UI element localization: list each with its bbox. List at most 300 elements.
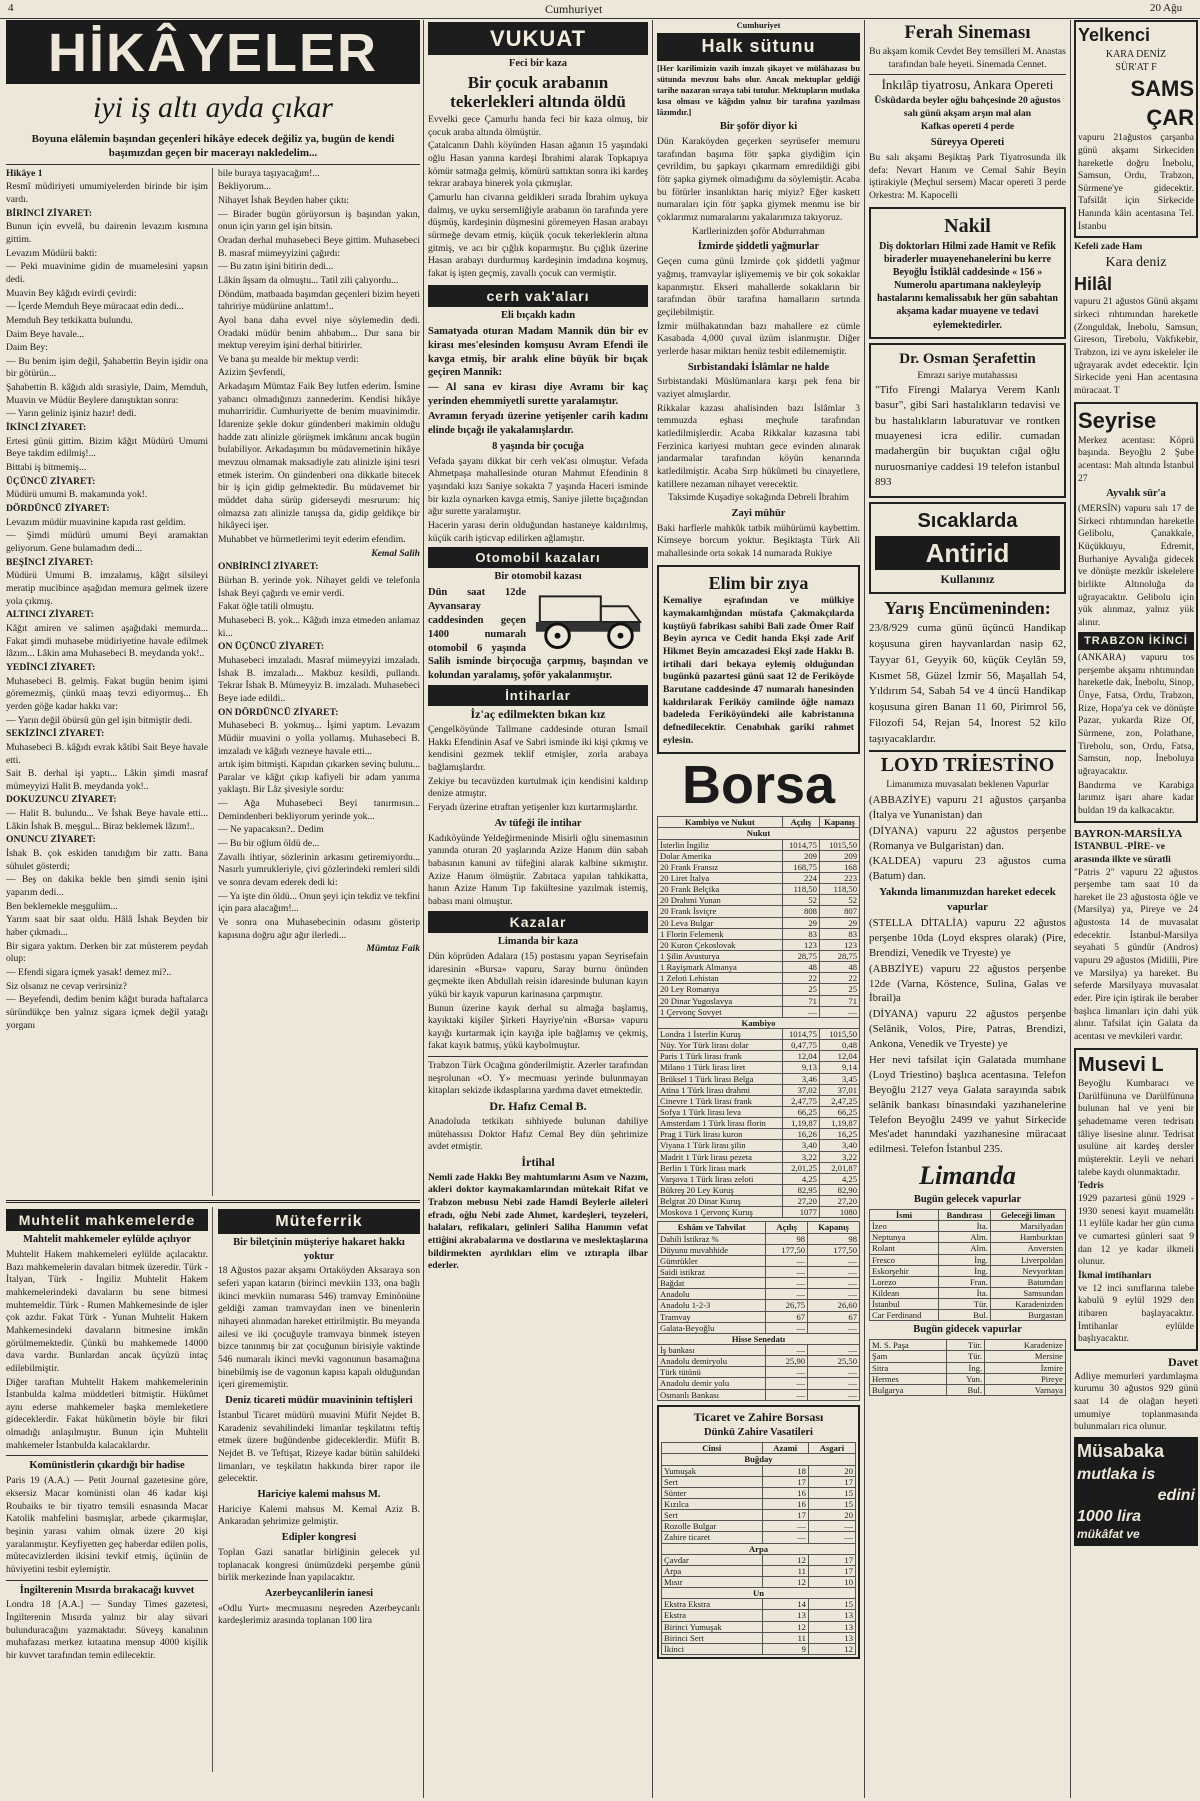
borsa-row xyxy=(658,973,860,984)
table-cell: 20 Drahmi Yunan xyxy=(658,895,783,906)
musabaka: Müsabaka xyxy=(1077,1440,1165,1461)
osman-title: Dr. Osman Şerafettin xyxy=(899,350,1036,367)
deniz-title: Deniz ticareti müdür muavininin teftişleri xyxy=(225,1395,413,1407)
borsa-row xyxy=(658,928,860,939)
table-cell: 98 xyxy=(808,1233,860,1244)
muhtelit-section xyxy=(6,1207,208,1772)
table-cell: Birinci Yumuşak xyxy=(662,1621,763,1632)
table-cell: Belgrat 20 Dinar Kuruş xyxy=(658,1196,783,1207)
cerh2-title: 8 yaşında bir çocuğa xyxy=(492,440,584,452)
vukuat-sub: Feci bir kaza xyxy=(508,58,568,70)
table-cell: Anadolu demiryolu xyxy=(658,1356,766,1367)
table-cell: — xyxy=(766,1289,808,1300)
zahire-row xyxy=(662,1599,856,1610)
zahire-row xyxy=(662,1465,856,1476)
arriving-row xyxy=(870,1265,1066,1276)
osman-box xyxy=(869,343,1066,498)
muhtelit-headline: Mahtelit mahkemeler eylülde açılıyor xyxy=(22,1234,192,1246)
hikaye-paragraph: — Birader bugün görüyorsun iş başından yakın, onun için yarın gel işin bitsin. xyxy=(218,208,420,233)
borsa-row xyxy=(658,1207,860,1218)
table-cell: 17 xyxy=(762,1510,808,1521)
hikaye-paragraph: Kemal Salih xyxy=(371,547,420,559)
irtihal-body: Nemli zade Hakkı Bey mahtumlarını Asım ve Nazım, akleri doktor kaymakamlarından mütekait Rifat ve Trabzon mebusu Nebi zade Hamdi Beylerle aileleri efradı, oğlu Nebi zade Ahmet, kardeşleri, teyzeleri, halaları, refikaları, gelinleri Saliha Hanımın vefat ettiğini akrabalarına ve dostlarına ve meslektaşlarına bildirmekten ayrılıkları elim ve ıztırapla ilbar ederler. xyxy=(428,1171,648,1272)
arriving-header-name: İsmi xyxy=(870,1210,939,1221)
borsa-title: Borsa xyxy=(681,755,836,816)
hikaye-paragraph: ONBİRİNCİ ZİYARET: xyxy=(218,561,319,573)
lloyd-paragraph: (ABBAZİYE) vapuru 21 ağustos çarşanba (İtalya ve Yunanistan) dan xyxy=(869,793,1066,821)
yelkenci-title: Yelkenci xyxy=(1078,25,1151,45)
table-cell: Sitra xyxy=(870,1362,947,1373)
table-cell: 223 xyxy=(819,873,859,884)
hikaye-paragraph: Döndüm, matbaada başımdan geçenleri bizim heyeti tahririye müdürüne anlattım!.. xyxy=(218,288,420,313)
table-cell: Sert xyxy=(662,1476,763,1487)
table-cell: 13 xyxy=(808,1621,855,1632)
borsa-row xyxy=(658,1129,860,1140)
hikaye-paragraph: ALTINCI ZİYARET: xyxy=(6,609,94,621)
arriving-row xyxy=(870,1221,1066,1232)
table-cell: 4,25 xyxy=(819,1173,859,1184)
halk-section xyxy=(657,20,860,1798)
lloyd-title: LOYD TRİESTİNO xyxy=(869,750,1066,777)
hikaye-column-2 xyxy=(218,168,420,1196)
sirbistan-title: Sırbistandaki İslâmlar ne halde xyxy=(687,361,830,373)
table-cell: 71 xyxy=(819,995,859,1006)
zayi-title: Zayi mühür xyxy=(731,507,786,519)
table-cell: 118,50 xyxy=(819,884,859,895)
table-cell: Zahire ticaret xyxy=(662,1532,763,1543)
borsa-row xyxy=(658,1140,860,1151)
table-cell: 17 xyxy=(762,1476,808,1487)
kara-deniz: KARA DENİZ xyxy=(1105,48,1167,60)
borsa-row xyxy=(658,1040,860,1051)
komunist-title: Komünistlerin çıkardığı bir hadise xyxy=(29,1460,185,1472)
table-cell: 20 Dinar Yugoslavya xyxy=(658,995,783,1006)
muteferrik-title: Müteferrik xyxy=(218,1209,420,1234)
borsa-header-close: Kapanış xyxy=(819,817,859,828)
mukafat: mükâfat ve xyxy=(1077,1527,1140,1542)
lloyd-paragraph: (STELLA DİTALİA) vapuru 22 ağustos perşenbe 10da (Loyd ekspres olarak) (Pire, Brendizi, Venedik ve Tryeste) ye xyxy=(869,917,1066,959)
hikaye-banner: HİKÂYELER xyxy=(6,20,420,84)
table-cell: 25 xyxy=(819,984,859,995)
table-cell: 27,20 xyxy=(819,1196,859,1207)
muteferrik-body: 18 Ağustos pazar akşamı Ortaköyden Aksaraya son seferi yapan katarın (birinci mevkiin 133, ona bağlı ikinci mevkiin numarası 546) tramvay Eminönüne geldiği zaman tramvaydan inen ve binenlerin nihayeti alınmadan hareket ettirilmiştir. Bu meyanda ailesi ve iki çocuğuyle tramvaya binmek isteyen bizce tanınmış bir zat çocuğunun birisiyle vaktinde 546 numaralı ikinci mevki vagonunun basamağına binebilmiş ise de vagonun kapısı kapalı olduğundan içeri girememiştir. xyxy=(218,1265,420,1391)
table-cell: 29 xyxy=(819,917,859,928)
table-cell: 4,25 xyxy=(782,1173,819,1184)
table-cell: 48 xyxy=(819,962,859,973)
trabzon-ikinci: TRABZON İKİNCİ xyxy=(1078,632,1194,651)
cerh-body: Samatyada oturan Madam Mannik dün bir ev kirası mes'elesinden komşusu Avram Efendi ile kavga etmiş, bir aralık eline büyük bir bıçak geçiren Mannik: xyxy=(428,325,648,379)
arriving-row xyxy=(870,1310,1066,1321)
zahire-title: Ticaret ve Zahire Borsası xyxy=(693,1409,824,1424)
table-cell: 16,26 xyxy=(782,1129,819,1140)
vukuat-body: Evvelki gece Çamurlu handa feci bir kaza olmuş, bir çocuk araba altında ölmüştür. xyxy=(428,113,648,138)
table-cell: 20 Leva Bulgar xyxy=(658,917,783,928)
table-cell: Mersine xyxy=(985,1351,1066,1362)
table-cell: Neptunya xyxy=(870,1232,939,1243)
zahire-row xyxy=(662,1577,856,1588)
table-cell: Prag 1 Türk lirası kuron xyxy=(658,1129,783,1140)
antirid-name: Antirid xyxy=(875,536,1060,570)
table-cell: — xyxy=(808,1367,860,1378)
table-section-label: Un xyxy=(662,1588,856,1599)
yelkenci-body: vapuru 21ağustos çarşanba günü akşamı Sirkeciden hareketle doğru İnebolu, Samsun, Ordu, Trabzon, Sürmene'ye gidecektir. Tafsilât için Sirkecide Hanında kâin acentasına Tel. İstanbu xyxy=(1078,132,1194,232)
table-cell: 12,04 xyxy=(782,1051,819,1062)
table-cell: 177,50 xyxy=(766,1244,808,1255)
table-cell: — xyxy=(808,1378,860,1389)
intihar-sub-2: Av tüfeği ile intihar xyxy=(494,817,582,829)
borsa-row xyxy=(658,839,860,850)
departing-row xyxy=(870,1373,1066,1384)
arriving-table xyxy=(869,1209,1066,1321)
hikaye-paragraph: Bunun için evvelâ, bu dairenin levazım kısmına gittim. xyxy=(6,221,208,245)
table-cell: 12 xyxy=(762,1554,808,1565)
table-cell: Hermes xyxy=(870,1373,947,1384)
table-cell: Bul. xyxy=(939,1310,991,1321)
table-cell: 168,75 xyxy=(782,861,819,872)
table-cell: Madrit 1 Türk lirası pezeta xyxy=(658,1151,783,1162)
table-cell: Kızılca xyxy=(662,1499,763,1510)
borsa-row xyxy=(658,1173,860,1184)
table-cell: 3,40 xyxy=(819,1140,859,1151)
table-cell: Türk tütünü xyxy=(658,1367,766,1378)
muhtelit-title: Muhtelit mahkemelerde xyxy=(6,1209,208,1231)
halk-banner-left: Cumhuriyet xyxy=(736,21,781,30)
table-cell: Nevyorktan xyxy=(990,1265,1065,1276)
departing-row xyxy=(870,1340,1066,1351)
borsa-row xyxy=(658,1196,860,1207)
hikaye-paragraph: Mümtaz Faik xyxy=(366,943,420,955)
hikaye-paragraph: Muhasebeci B. gelmiş. Fakat bugün benim işimi göremezmiş, çünkü maaş tevzi ediyormuş... Eh yerden göğe kadar hakkı var: xyxy=(6,675,208,712)
table-cell: Alm. xyxy=(939,1243,991,1254)
hikaye-paragraph: Bir sigara yaktım. Derken bir zat müsterem peydah olup: xyxy=(6,940,208,965)
antirid-top: Sıcaklarda xyxy=(917,509,1018,532)
arriving-row xyxy=(870,1276,1066,1287)
hikaye-paragraph: Sait B. derhal işi yaptı... Lâkin şimdi masraf mümeyyizi Halit B. meydanda yok!.. xyxy=(6,768,208,792)
table-cell: Batumdan xyxy=(990,1276,1065,1287)
table-cell: Yun. xyxy=(946,1373,985,1384)
table-cell: 1 Şilin Avusturya xyxy=(658,951,783,962)
izmir-body: Geçen cuma günü İzmirde çok şiddetli yağmur yağmış, tramvaylar işliyememiş ve bir çok sokaklar kapanmıştır. Ekseri mahallerde sokakların bir tarafından öbür tarafına hamalların sırtında geçilebilmiştir. xyxy=(657,256,860,318)
ingiliz-title: İngilterenin Mısırda bırakacağı kuvvet xyxy=(19,1584,195,1596)
table-cell: 17 xyxy=(808,1554,855,1565)
column-rule xyxy=(652,20,653,1798)
hikaye-paragraph: — Ya işte din öldü... Onun şeyi için tekdiz ve tekfini için para alacağım!... xyxy=(218,890,420,915)
table-cell: Milano 1 Türk lirası liret xyxy=(658,1062,783,1073)
table-cell: Londra 1 İsterlin Kuruş xyxy=(658,1029,783,1040)
hikaye-paragraph: Muavin Bey kâğıdı evirdi çevirdi: xyxy=(6,287,137,299)
borsa-row xyxy=(658,1151,860,1162)
hikaye-paragraph: Ertesi günü gittim. Bizim kâğıt Müdürü Umumi Beye takdim edilmiş!... xyxy=(6,435,208,460)
table-cell: İkinci xyxy=(662,1643,763,1654)
hilal: Hilâl xyxy=(1074,273,1113,294)
zahire-sub: Dünkü Zahire Vasatileri xyxy=(704,1427,813,1439)
vukuat-body-3: Çamurlu han civarına geldikleri sırada İbrahim uykuya dalmış, ve uyku sersemliğiyle arabanın ön tarafında yere düşmüş, kardeşinin düşmesini göremeyen Hasan arabayı sürmeğe devam etmiş, küçük çocuk tekerleklerin altına gitmiş, ve acı bir çığlık koparmıştır. Bu çığlık üzerine Hasan arabayı durdurmuş kardeşinin imdadına koşmuş, fakat iş işten geçmiş, zavallı çocuk can vermiştir. xyxy=(428,191,648,279)
borsa-row xyxy=(658,1118,860,1129)
departing-row xyxy=(870,1362,1066,1373)
davet: Davet xyxy=(1168,1354,1198,1369)
borsa-row xyxy=(658,1095,860,1106)
hikaye-intro: Boyuna elâlemin başından geçenleri hikâye edecek değiliz ya, bugün de kendi başımızdan geçen bir macerayı nakledelim... xyxy=(31,132,395,160)
table-cell: 98 xyxy=(766,1233,808,1244)
table-cell: Rozolle Bulgar xyxy=(662,1521,763,1532)
hikaye-paragraph: Muhasebeci B. yok... Kâğıdı imza etmeden anlamaz ki... xyxy=(218,614,420,639)
table-cell: Tür. xyxy=(946,1340,985,1351)
table-cell: 20 xyxy=(808,1510,855,1521)
table-cell: 1014,75 xyxy=(782,839,819,850)
table-cell: 11 xyxy=(762,1565,808,1576)
osman-sub: Emrazı sariye mutahassısı xyxy=(917,370,1018,382)
table-cell: 20 Frank İsviçre xyxy=(658,906,783,917)
table-cell: 1080 xyxy=(819,1207,859,1218)
zayi-body: Baki harflerle mahkûk tatbik mühürümü kaybettim. Kimseye borcum yoktur. Beşiktaşta Türk Ali mahallesinde orta sokak 14 numarada Rukiye xyxy=(657,522,860,560)
cerh2-body-2: Hacerin yarası derin olduğundan hastaneye kaldırılmış, küçük carih işticvap edilirken ağlamıştır. xyxy=(428,519,648,544)
table-cell: 12 xyxy=(808,1643,855,1654)
table-cell: 66,25 xyxy=(819,1107,859,1118)
sureyya-body: Bu salı akşamı Beşiktaş Park Tiyatrosunda ilk defa: Nevart Hanım ve Cemal Sahir Beyin iştirakiyle (Meçhul sersem) Macar opereti 3 perde Orkestra: M. Kapocelli xyxy=(869,151,1066,201)
esham-header-close: Kapanış xyxy=(808,1222,860,1233)
yelkenci-ad xyxy=(1074,20,1198,238)
table-cell: Sert xyxy=(662,1510,763,1521)
hikaye-paragraph: Ve bana şu mealde bir mektup verdi: xyxy=(218,353,359,365)
table-cell: Birinci Sert xyxy=(662,1632,763,1643)
table-cell: Alm. xyxy=(939,1232,991,1243)
ads-section xyxy=(869,20,1066,1798)
cerh-body-3: Avramın feryadı üzerine yetişenler carih kadını elinde bıçağı ile yakalamışlardır. xyxy=(428,411,648,436)
table-cell: 808 xyxy=(782,906,819,917)
table-cell: 12 xyxy=(762,1621,808,1632)
table-cell: Lorezo xyxy=(870,1276,939,1287)
table-cell: — xyxy=(766,1367,808,1378)
table-cell: — xyxy=(808,1255,860,1266)
irtihal-title: İrtihal xyxy=(521,1154,555,1169)
hikaye-paragraph: ÜÇÜNCÜ ZİYARET: xyxy=(6,475,96,487)
table-cell: 177,50 xyxy=(808,1244,860,1255)
table-cell: 9 xyxy=(762,1643,808,1654)
bin-lira: 1000 lira xyxy=(1077,1507,1142,1525)
sinema-title: Ferah Sineması xyxy=(904,22,1031,43)
table-cell: Şam xyxy=(870,1351,947,1362)
esham-row xyxy=(658,1311,860,1322)
hikaye-paragraph: SEKİZİNCİ ZİYARET: xyxy=(6,728,105,740)
table-cell: 37,01 xyxy=(819,1084,859,1095)
antirid-ad xyxy=(869,502,1066,595)
table-cell: — xyxy=(762,1521,808,1532)
table-cell: 22 xyxy=(819,973,859,984)
hikaye-paragraph: Kâğıt amiren ve salimen aşağıdaki memurda... Fakat şimdi muhasebe müdiriyetine havale edilmek lâzım... Lâkin ama Muhasebeci B. meydanda yok!.. xyxy=(6,622,208,660)
cerh-body-2: — Al sana ev kirası diye Avramı bir kaç yerinden ehemmiyetli surette yaralamıştır. xyxy=(428,382,648,408)
zahire-row xyxy=(662,1510,856,1521)
table-cell: — xyxy=(782,1006,819,1017)
kefeli: Kefeli zade Ham xyxy=(1074,241,1143,253)
otomobil-title: Otomobil kazaları xyxy=(428,547,648,568)
sofor-sign: Karllerinizden şoför Abdurrahman xyxy=(692,225,825,237)
table-cell: Rolant xyxy=(870,1243,939,1254)
table-cell: Moskova 1 Çervonç Kuruş xyxy=(658,1207,783,1218)
table-cell: — xyxy=(766,1266,808,1277)
otomobil-sub: Bir otomobil kazası xyxy=(494,571,582,583)
table-cell: Ekstra xyxy=(662,1610,763,1621)
table-cell: 52 xyxy=(819,895,859,906)
borsa-row xyxy=(658,884,860,895)
borsa-row xyxy=(658,939,860,950)
hikaye-paragraph: Müdürü umumi B. makamında yok!. xyxy=(6,489,148,501)
muteferrik-headline: Bir biletçinin müşteriye hakaret hakkı yoktur xyxy=(233,1236,405,1262)
table-cell: 0,48 xyxy=(819,1040,859,1051)
hariciye-title: Hariciye kalemi mahsus M. xyxy=(257,1488,381,1500)
zahire-header-max: Azami xyxy=(762,1443,808,1454)
table-cell: 2,01,87 xyxy=(819,1162,859,1173)
borsa-header-name: Kambiyo ve Nukut xyxy=(658,817,783,828)
table-cell: Bağdat xyxy=(658,1278,766,1289)
mutlaka: mutlaka is xyxy=(1077,1465,1156,1483)
lloyd-paragraph: (DİYANA) vapuru 22 ağustos perşenbe (Romanya ve Bulgaristan) dan. xyxy=(869,824,1066,852)
hikaye-paragraph: BİRİNCİ ZİYARET: xyxy=(6,207,93,219)
muhtelit-body-2: Diğer taraftan Muhtelit Hakem mahkemelerinin İstanbulda kalma müddetleri bitmiştir. Hükûmet aynı ederse mahkemeler başka memleketlere gideceklerdir. Fakat hükûmetin böyle bir fikri olmadığı anlaşılmıştır. Bunun için Muhtelit mahkemeler İstanbulda kalacaklardır. xyxy=(6,1376,208,1451)
hikaye-paragraph: Nihayet İshak Beyden haber çıktı: xyxy=(218,194,350,206)
table-cell: Sünter xyxy=(662,1487,763,1498)
esham-row xyxy=(658,1233,860,1244)
table-cell: — xyxy=(766,1344,808,1355)
departing-row xyxy=(870,1351,1066,1362)
arriving-row xyxy=(870,1254,1066,1265)
otomobil-body: Dün saat 12de Ayvansaray caddesinden geçen 1400 numaralı otomobil 6 yaşında Salih isminde birçocuğa çarpmış, başından ve kolundan yaralamış, şoför yakalanmıştır. xyxy=(428,587,648,682)
table-cell: 1015,50 xyxy=(819,839,859,850)
shipping-ads-section xyxy=(1074,20,1198,1798)
zahire-row xyxy=(662,1643,856,1654)
table-cell: Kildean xyxy=(870,1287,939,1298)
departing-title: Bugün gidecek vapurlar xyxy=(913,1324,1022,1336)
zahire-row xyxy=(662,1521,856,1532)
arriving-row xyxy=(870,1287,1066,1298)
esham-header-open: Açılış xyxy=(766,1222,808,1233)
page-date: 20 Ağu xyxy=(1150,2,1183,14)
ingiliz-body: Londra 18 [A.A.] — Sunday Times gazetesi, İngilterenin Mısırda yalnız bir alay süvari bulunduracağını yazmaktadır. Süveyş kanalının muhafazası merkez kıtaatına mensup 4000 kişilik bir kuvvet tarafından temin edilecektir. xyxy=(6,1599,208,1662)
elim-title: Elim bir zıya xyxy=(708,572,809,593)
table-cell: 10 xyxy=(808,1577,855,1588)
hikaye-paragraph: Zavallı ihtiyar, sözlerinin arkasını getiremiyordu... Nasırlı yumrukleriyle, çivi gözlerindeki remleri sildi ve sonra devam ederek dedi ki: xyxy=(218,851,420,889)
car: ÇAR xyxy=(1146,105,1194,131)
davet-body: Adliye memurleri yardımlaşma kurumu 30 ağustos 929 günü saat 14 de olağan heyeti umumiye toplanmasında bulunmaları rica olunur. xyxy=(1074,1370,1198,1433)
table-section-label: Arpa xyxy=(662,1543,856,1554)
table-cell: Karadenize xyxy=(985,1340,1066,1351)
musevi-body: Beyoğlu Kumbaracı ve Darülfünuna ve Darülfünuna bulunan hal ve yeni bir şehadetname veren tedrisatı tâliye lisesine alınır. Tedrisat usulüne ait kardeş dersler müşterektir. Leyli ve nehari talebe kaydı olunmaktadır. xyxy=(1078,1078,1194,1178)
table-cell: 1 Rayişmark Almanya xyxy=(658,962,783,973)
hikaye-paragraph: — Peki muavinime gidin de muamelesini yapsın dedi. xyxy=(6,261,208,285)
hikaye-paragraph: İKİNCİ ZİYARET: xyxy=(6,422,87,434)
table-cell: 3,46 xyxy=(782,1073,819,1084)
table-cell: 1014,75 xyxy=(782,1029,819,1040)
table-cell: Mısır xyxy=(662,1577,763,1588)
cerh2-body: Vefada şayanı dikkat bir cerh vek'ası olmuştur. Vefada Ahmetpaşa mahallesinde oturan Mahmut Efendinin 8 yaşındaki kızı Saniye sokakta 7 yaşında Haceri isminde bir kızla oynarken kavga etmiş, Saniye jilette bıçağından ağır surette yaralamıştır. xyxy=(428,455,648,518)
hikaye-paragraph: Muhasebeci B. yokmuş... İşimi yaptım. Levazım Müdür muavini o yolla yollamış. Muhasebeci B. imzaladı ve kâğıdı vezneye havale etti... xyxy=(218,720,420,757)
table-cell: 27,20 xyxy=(782,1196,819,1207)
borsa-row xyxy=(658,850,860,861)
borsa-row xyxy=(658,1062,860,1073)
borsa-row xyxy=(658,962,860,973)
intihar-title: İntiharlar xyxy=(428,685,648,706)
table-section-label: Buğday xyxy=(662,1454,856,1465)
lloyd-paragraph: Her nevi tafsilat için Galatada mumhane (Loyd Triestino) başlıca acentasına. Telefon Beyoğlu 2127 veya Galata sarayında sabık selânik bankası binasındaki yazıhanelerine Telefon Beyoğlu 2499 ve yahut Sirkecide Mes'adet hanındaki yazıhanesine müracaat edilmesi. Telefon İstanbul 235. xyxy=(869,1054,1066,1156)
izmir-title: İzmirde şiddetli yağmurlar xyxy=(697,241,820,253)
seyrise-body: Merkez acentası: Köprü başında. Beyoğlu 2 Şube acentası: Mah altında İstanbul 27 xyxy=(1078,434,1194,484)
hikaye-subtitle: iyi iş altı ayda çıkar xyxy=(93,91,333,124)
opera-body: Üsküdarda beyler oğlu bahçesinde 20 ağustos salı günü akşam arşın mal alan xyxy=(874,95,1061,119)
kazalar-sub: Limanda bir kaza xyxy=(497,936,579,948)
hikaye-paragraph: Levazım Müdürü bakti: xyxy=(6,247,98,259)
table-cell: İsterlin İngiliz xyxy=(658,839,783,850)
hikaye-paragraph: Fakat öğle tatili olmuştu. xyxy=(218,601,314,613)
table-cell: Ekstra Ekstra xyxy=(662,1599,763,1610)
table-cell: — xyxy=(808,1389,860,1400)
intihar-sub: İz'aç edilmekten bıkan kız xyxy=(470,707,606,722)
table-cell: İng. xyxy=(939,1254,991,1265)
hikaye-paragraph: Yarım saat bir saat oldu. Hâlâ İshak Beyden bir haber çıkmadı... xyxy=(6,914,208,939)
table-cell: Anadolu xyxy=(658,1289,766,1300)
column-rule xyxy=(864,20,865,1798)
zahire-row xyxy=(662,1487,856,1498)
edipler-title: Edipler kongresi xyxy=(281,1531,357,1543)
page-header xyxy=(0,0,1200,19)
hikaye-paragraph: Oradan derhal muhasebeci Beye gittim. Muhasebeci B. masraf mümeyyizini çağırdı: xyxy=(218,234,420,259)
table-cell: 83 xyxy=(782,928,819,939)
hikaye-paragraph: Hikâye 1 xyxy=(6,167,43,179)
kara-deniz-2: Kara deniz xyxy=(1105,255,1167,271)
table-cell: Galata-Beyoğlu xyxy=(658,1322,766,1333)
table-cell: 123 xyxy=(819,939,859,950)
lloyd-paragraph: Yakında limanımızdan hareket edecek vapurlar xyxy=(879,886,1056,914)
table-cell: İş bankası xyxy=(658,1344,766,1355)
table-cell: — xyxy=(766,1278,808,1289)
elim-box xyxy=(657,565,860,755)
table-cell: 11 xyxy=(762,1632,808,1643)
hilal-body: vapuru 21 ağustos Günü akşamı sirkeci rıhtımından hareketle (Zonguldak, İnebolu, Samsun, Gireson, Tirebolu, Vakfıkebir, Trabzon, izi ve aynı iskeleler ile uğrayarak avdet edecektir. İçin Sirkecide yeni Han acentasına müracaat. T xyxy=(1074,296,1198,396)
table-cell: — xyxy=(808,1344,860,1355)
borsa-row xyxy=(658,1073,860,1084)
hikaye-section xyxy=(6,20,420,1798)
table-section-label: Hisse Senedatı xyxy=(658,1333,860,1344)
table-cell: Anadolu 1-2-3 xyxy=(658,1300,766,1311)
hikaye-paragraph: — Ağa Muhasebeci Beyi tanırmısın... Demindenberi bekliyorum yerinde yok... xyxy=(218,798,420,822)
table-cell: 18 xyxy=(762,1465,808,1476)
hikaye-paragraph: Muhasebeci B. kâğıdı evrak kâtibi Sait Beye havale etti. xyxy=(6,741,208,766)
table-cell: Bükreş 20 Ley Kuruş xyxy=(658,1184,783,1195)
table-cell: 1 Çervonç Sovyet xyxy=(658,1006,783,1017)
antirid-bottom: Kullanınız xyxy=(940,572,995,587)
table-cell: 71 xyxy=(782,995,819,1006)
doktor-title: Dr. Hafız Cemal B. xyxy=(489,1099,587,1114)
table-cell: Hamburktan xyxy=(990,1232,1065,1243)
table-cell: — xyxy=(808,1278,860,1289)
osman-body: "Tifo Firengi Malarya Verem Kanlı basur", gibi Sari hastalıkların tedavisi ve bu hastalıkların laburatuvar ve rontken muayenesi icra edilir. cumadan madahergün bir buçuktan cığal oğlu nuruosmaniye caddesi 19 telefon istanbul 893 xyxy=(875,383,1060,489)
vukuat-section xyxy=(428,20,648,1798)
bayron-sub: İSTANBUL -PİRE- ve xyxy=(1074,841,1165,853)
zahire-row xyxy=(662,1621,856,1632)
hikaye-paragraph: YEDİNCİ ZİYARET: xyxy=(6,661,96,673)
borsa-row xyxy=(658,861,860,872)
table-cell: 12 xyxy=(762,1577,808,1588)
table-cell: 15 xyxy=(808,1487,855,1498)
borsa-row xyxy=(658,895,860,906)
table-cell: 82,90 xyxy=(819,1184,859,1195)
zahire-table xyxy=(661,1442,856,1655)
arriving-header-flag: Bandırası xyxy=(939,1210,991,1221)
lloyd-body xyxy=(869,793,1066,1157)
lloyd-paragraph: (DİYANA) vapuru 22 ağustos perşenbe (Selânik, Volos, Pire, Patras, Brendizi, Ankona, Venedik ve Tryeste) ye xyxy=(869,1008,1066,1051)
table-cell: 20 Ley Romanya xyxy=(658,984,783,995)
seyrise-ad xyxy=(1074,402,1198,823)
hikaye-paragraph: Muhasebeci imzaladı. Masraf mümeyyizi imzaladı. İshak B. imzaladı... Makbuz kesildi, pullandı. Tekrar İshak B. Mümeyyiz B. imzaladı. Muhasebeci Beye iade edildi.. xyxy=(218,654,420,704)
table-cell: 123 xyxy=(782,939,819,950)
